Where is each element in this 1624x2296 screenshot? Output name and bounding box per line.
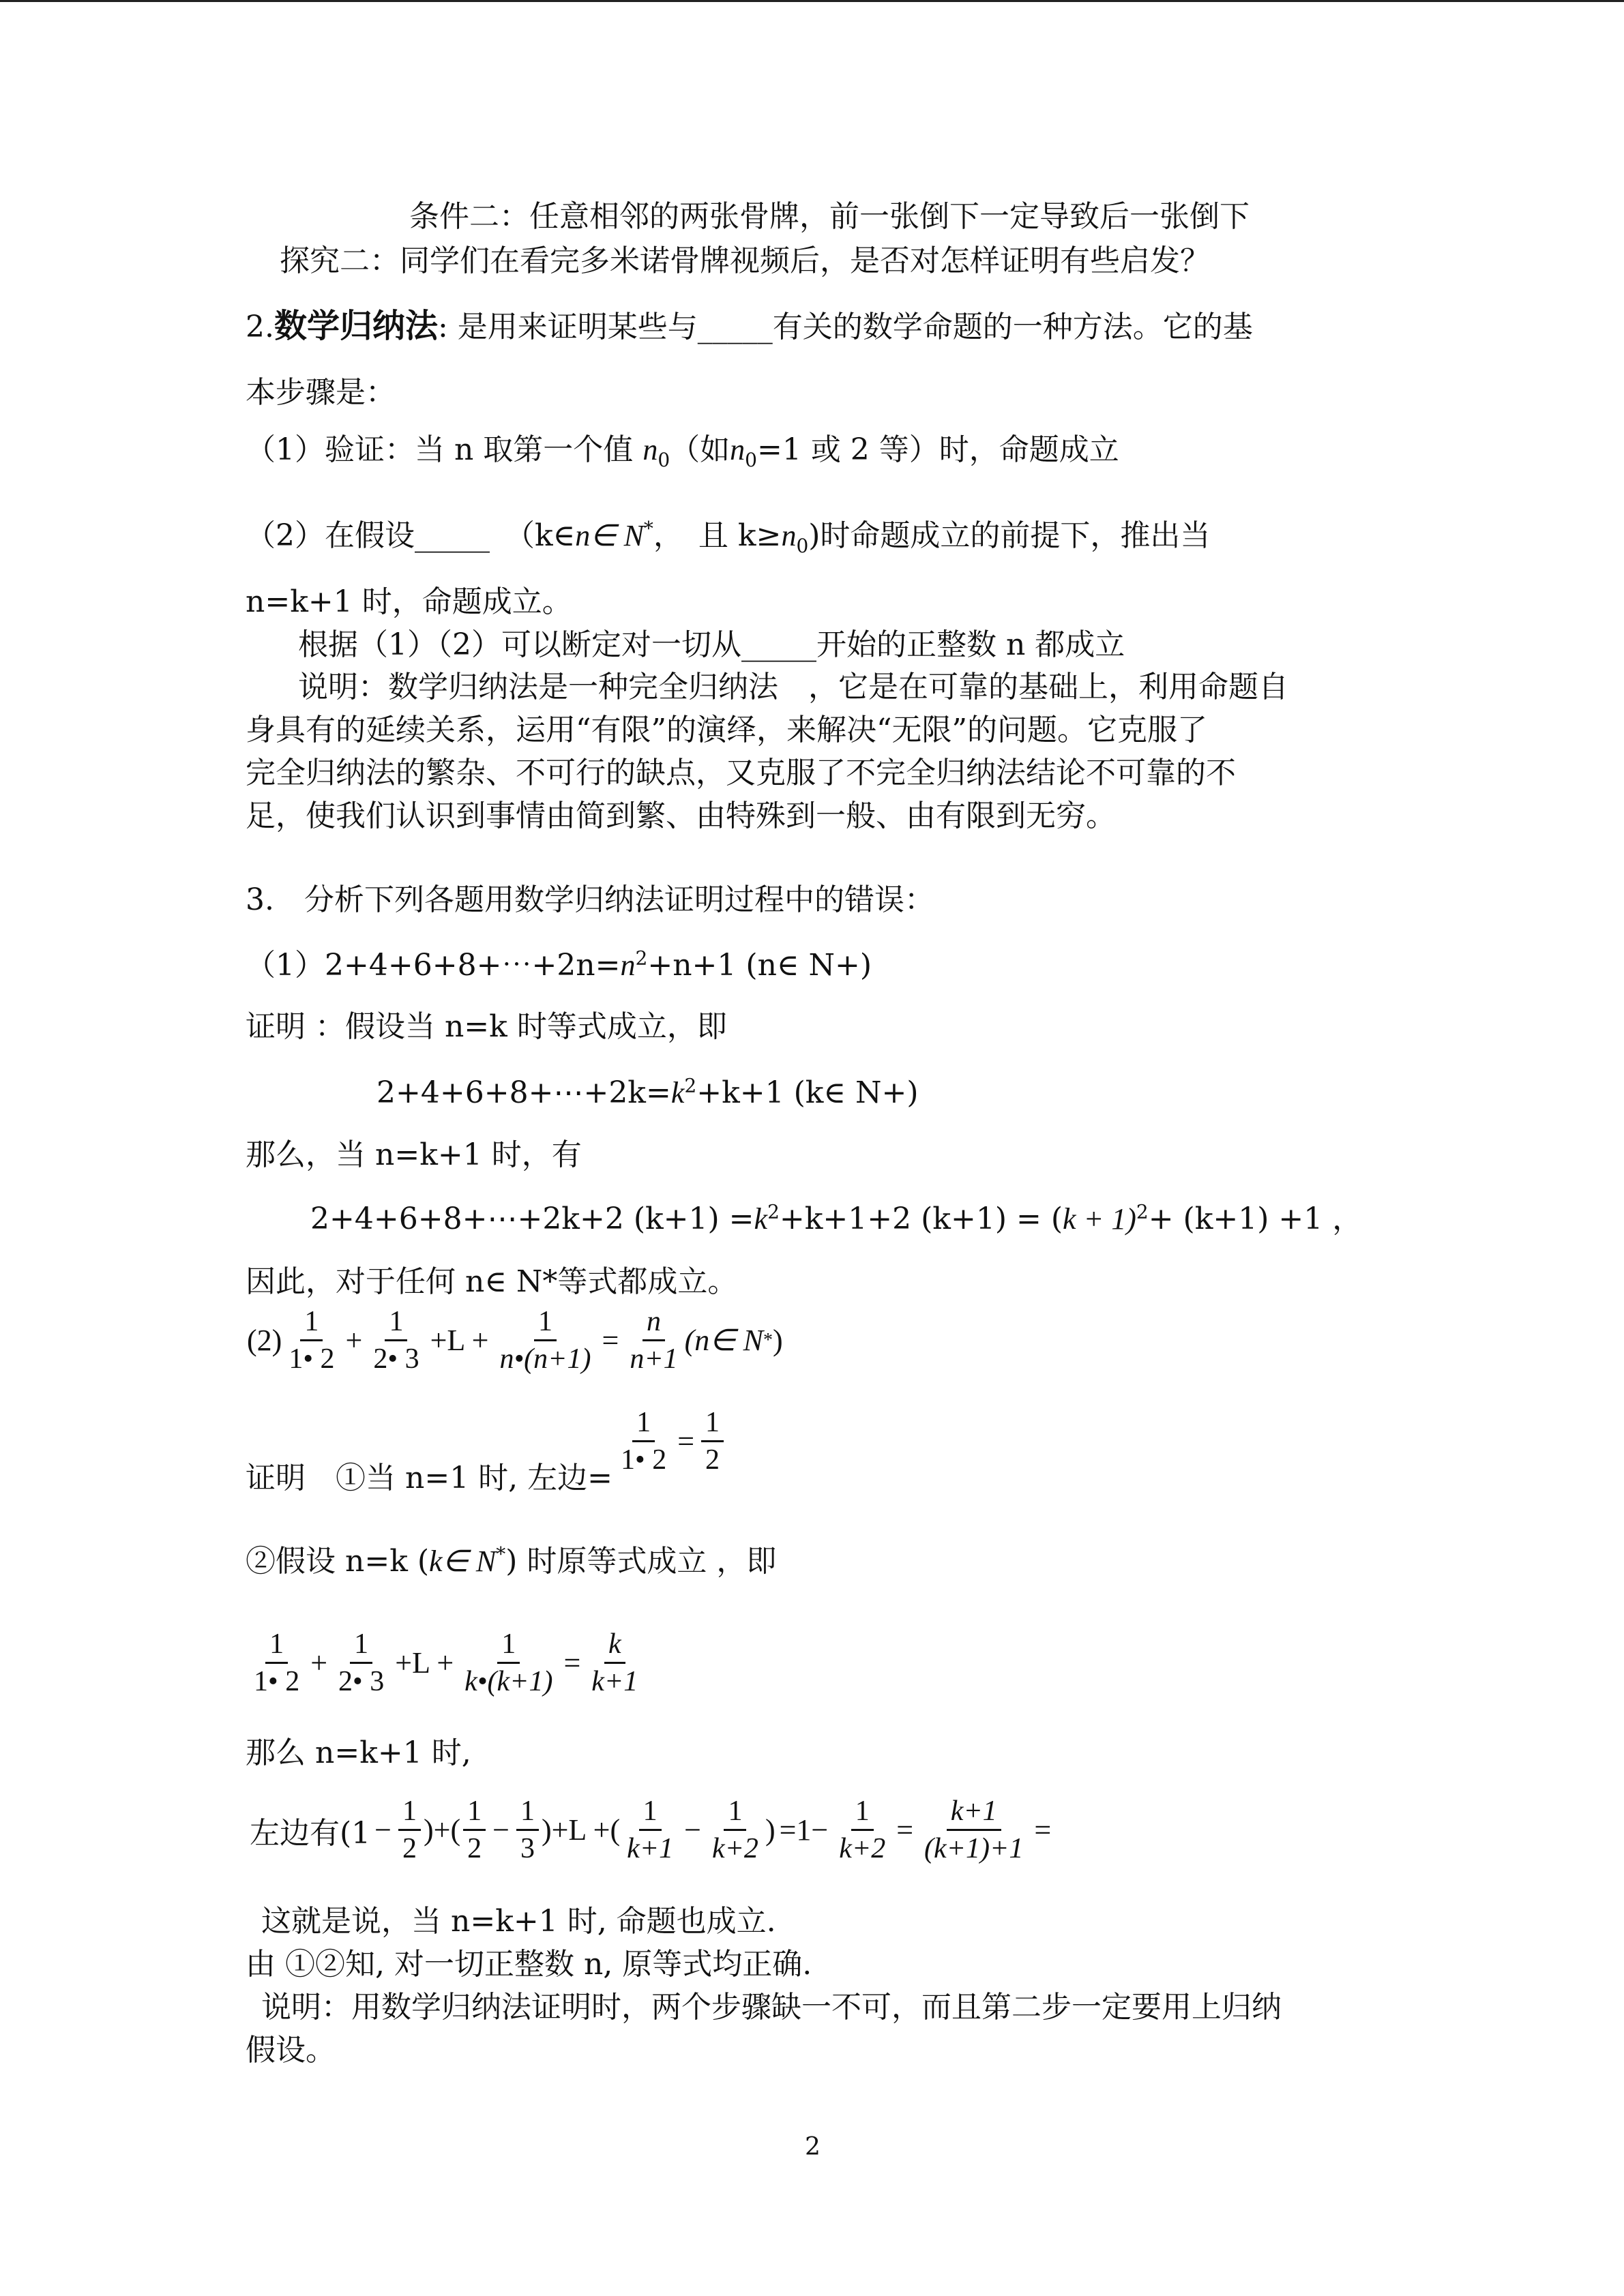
- condition-two: 条件二：任意相邻的两张骨牌，前一张倒下一定导致后一张倒下: [409, 199, 1250, 234]
- proof-one-intro: 证明 ：假设当 n=k 时等式成立，即: [246, 1009, 727, 1044]
- step-one: （1）验证：当 n 取第一个值 $n_0$（如$n_0=1$ 或 2 等）时，命题成立: [246, 432, 1119, 471]
- fraction: $\frac{1}{n•(n+1)}$: [495, 1304, 595, 1377]
- definition-line: [246, 307, 1253, 346]
- problem-two-equation: (2) $\frac{1}{1• 2}$ + $\frac{1}{2• 3}$ +L + $\frac{1}{n•(n+1)}$ = $\frac{n}{n+1}$ (n∈ N * ): [247, 1304, 783, 1377]
- step-two: （2）在假设_____ （k∈n∈ N*， 且 $k\ge n_0$)时命题成立的前提下，推出当: [246, 517, 1211, 557]
- so-statement: 这就是说，当 n=k+1 时, 命题也成立.: [261, 1904, 776, 1939]
- note-two-line-2: 假设。: [246, 2033, 336, 2068]
- from-statement: 由 ①②知, 对一切正整数 n, 原等式均正确.: [246, 1947, 812, 1982]
- exploration-two: 探究二：同学们在看完多米诺骨牌视频后，是否对怎样证明有些启发？: [280, 243, 1210, 278]
- top-border: [0, 0, 1624, 2]
- definition-number: 2.: [246, 310, 274, 344]
- page-number: 2: [805, 2133, 821, 2161]
- then-one: 那么，当 n=k+1 时，有: [246, 1137, 582, 1172]
- base-case-fraction: $\frac{1}{1• 2}$ = $\frac{1}{2}$: [614, 1405, 726, 1478]
- hypothesis-one: $2+4+6+8+\cdots+2k=k^2+k+1$ (k∈ N+): [377, 1074, 919, 1110]
- fraction: $\frac{n}{n+1}$: [625, 1304, 681, 1377]
- note-two-line-1: 说明：用数学归纳法证明时，两个步骤缺一不可，而且第二步一定要用上归纳: [261, 1990, 1282, 2025]
- question-three: 3. 分析下列各题用数学归纳法证明过程中的错误：: [246, 882, 934, 917]
- then-two: 那么 n=k+1 时,: [246, 1735, 471, 1770]
- note-one-line-2: 身具有的延续关系，运用“有限”的演绎，来解决“无限”的问题。它克服了: [246, 713, 1207, 747]
- hypothesis-two: ②假设 n=k (k∈ N*) 时原等式成立 ，即: [246, 1542, 777, 1579]
- conclusion-one: 因此，对于任何 n∈ N*等式都成立。: [246, 1264, 738, 1299]
- problem-one: $(1)2+4+6+8+\cdots+2n=n^2+n+1$ (n∈ N+): [246, 946, 872, 983]
- induction-step-one: 2+4+6+8+⋯+2k+2 $(k+1) =k^2+k+1+2$ $(k+1) = (k + 1)^2+ (k+1) +1$ ，: [310, 1200, 1363, 1236]
- induction-step-two-equation: 左边有(1 − $\frac{1}{2}$ )+( $\frac{1}{2}$ − $\frac{1}{3}$ )+L +( $\frac{1}{k+1}$ − $\frac{1}{k+2}$ ) =1− $\frac{1}{k+2}$ = $\frac{k+1}{(k+1)+1}$ =: [250, 1793, 1055, 1866]
- note-one-line-1: 说明：数学归纳法是一种完全归纳法 ，它是在可靠的基础上，利用命题自: [298, 670, 1288, 704]
- note-one-line-3: 完全归纳法的繁杂、不可行的缺点，又克服了不完全归纳法结论不可靠的不: [246, 756, 1236, 790]
- definition-continued: 本步骤是：: [246, 375, 396, 410]
- definition-title: 数学归纳法: [274, 307, 438, 345]
- step-two-continued: n=k+1 时，命题成立。: [246, 584, 572, 619]
- fraction: $\frac{1}{1• 2}$: [284, 1304, 338, 1377]
- fraction: $\frac{1}{2• 3}$: [369, 1304, 423, 1377]
- basis-statement: 根据（1）（2）可以断定对一切从_____开始的正整数 n 都成立: [298, 627, 1125, 662]
- definition-text: : 是用来证明某些与_____有关的数学命题的一种方法。它的基: [438, 310, 1253, 344]
- proof-two-base-label: 证明 ①当 n=1 时, 左边=: [246, 1461, 613, 1495]
- note-one-line-4: 足，使我们认识到事情由简到繁、由特殊到一般、由有限到无穷。: [246, 799, 1116, 833]
- hypothesis-two-equation: $\frac{1}{1• 2}$ + $\frac{1}{2• 3}$ +L + $\frac{1}{k•(k+1)}$ = $\frac{k}{k+1}$: [247, 1626, 645, 1699]
